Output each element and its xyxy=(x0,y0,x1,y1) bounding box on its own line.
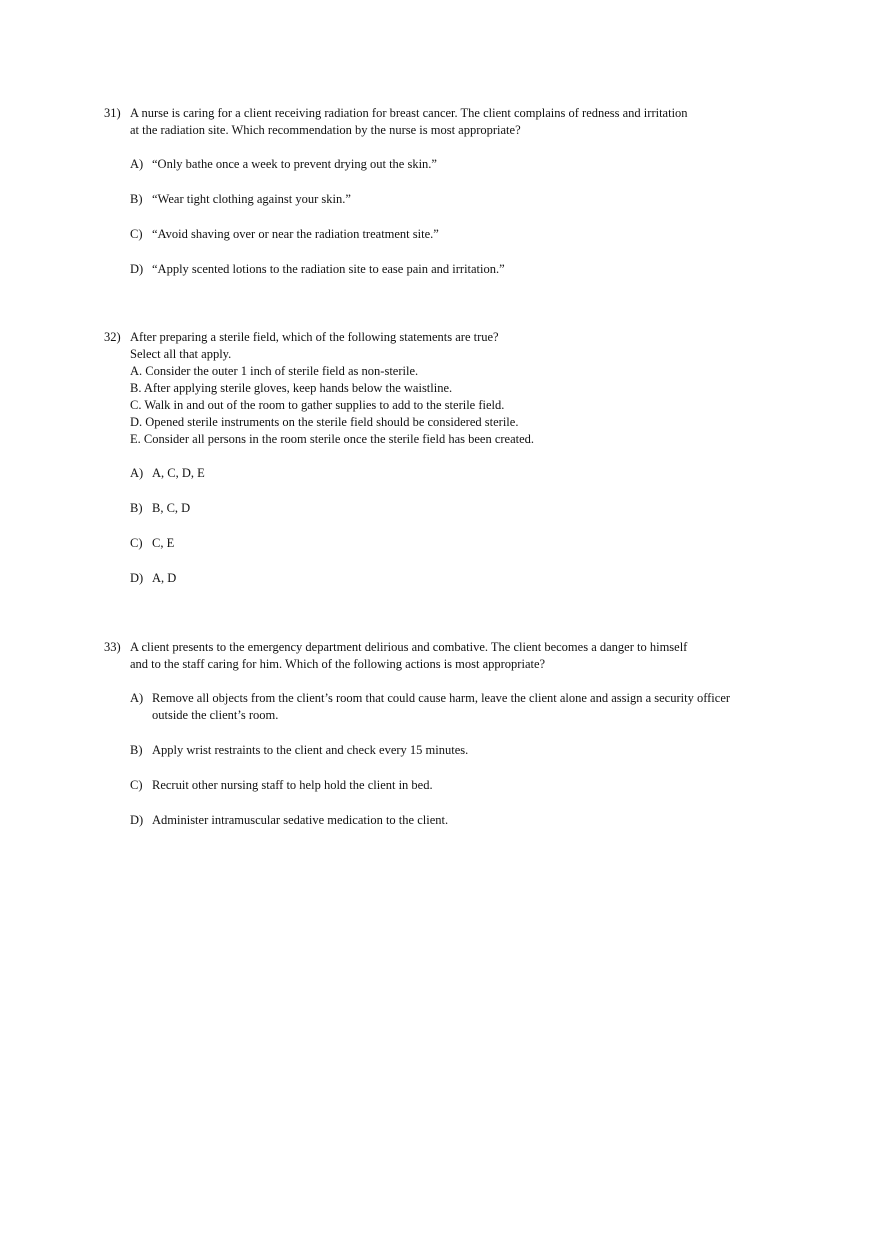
choice-text: Administer intramuscular sedative medication to the client. xyxy=(152,813,449,827)
answer-choice-a[interactable] xyxy=(104,690,744,724)
choice-letter: A) xyxy=(130,466,144,480)
statement-item: E. Consider all persons in the room sterile once the sterile field has been created. xyxy=(130,432,535,446)
answer-choices xyxy=(104,465,744,587)
stem-line: After preparing a sterile field, which of the following statements are true? xyxy=(130,330,499,344)
stem-line: Select all that apply. xyxy=(130,347,232,361)
statement-list xyxy=(130,363,744,448)
statement-item: B. After applying sterile gloves, keep hands below the waistline. xyxy=(130,381,453,395)
answer-choice-a[interactable] xyxy=(104,465,744,482)
choice-letter: C) xyxy=(130,536,143,550)
choice-text: “Avoid shaving over or near the radiation treatment site.” xyxy=(152,227,439,241)
answer-choice-c[interactable] xyxy=(104,777,744,794)
stem-line: A client presents to the emergency department delirious and combative. The client becomes a danger to himself xyxy=(130,640,688,654)
choice-letter: B) xyxy=(130,192,143,206)
choice-text: “Only bathe once a week to prevent drying out the skin.” xyxy=(152,157,437,171)
answer-choice-b[interactable] xyxy=(104,742,744,759)
choice-text: C, E xyxy=(152,536,175,550)
question-32 xyxy=(104,329,744,605)
answer-choice-b[interactable] xyxy=(104,191,744,208)
question-number: 31) xyxy=(104,106,121,120)
choice-text: B, C, D xyxy=(152,501,191,515)
answer-choice-c[interactable] xyxy=(104,226,744,243)
question-stem xyxy=(104,105,744,139)
answer-choices xyxy=(104,156,744,278)
answer-choice-a[interactable] xyxy=(104,156,744,173)
stem-line: A nurse is caring for a client receiving radiation for breast cancer. The client complains of redness and irritation xyxy=(130,106,688,120)
choice-letter: D) xyxy=(130,262,144,276)
question-33 xyxy=(104,639,744,847)
choice-letter: B) xyxy=(130,501,143,515)
choice-letter: D) xyxy=(130,813,144,827)
choice-letter: B) xyxy=(130,743,143,757)
stem-line: at the radiation site. Which recommendation by the nurse is most appropriate? xyxy=(130,123,521,137)
choice-letter: D) xyxy=(130,571,144,585)
choice-letter: C) xyxy=(130,227,143,241)
choice-text: A, D xyxy=(152,571,177,585)
choice-text: Remove all objects from the client’s room that could cause harm, leave the client alone and assign a security officer outside the client’s room. xyxy=(152,691,731,722)
answer-choice-b[interactable] xyxy=(104,500,744,517)
choice-text: A, C, D, E xyxy=(152,466,205,480)
question-number: 32) xyxy=(104,330,121,344)
answer-choice-d[interactable] xyxy=(104,812,744,829)
choice-letter: C) xyxy=(130,778,143,792)
question-stem xyxy=(104,329,744,448)
choice-text: Recruit other nursing staff to help hold the client in bed. xyxy=(152,778,433,792)
choice-text: “Apply scented lotions to the radiation site to ease pain and irritation.” xyxy=(152,262,505,276)
answer-choices xyxy=(104,690,744,829)
question-31 xyxy=(104,105,744,296)
question-number: 33) xyxy=(104,640,121,654)
choice-text: Apply wrist restraints to the client and check every 15 minutes. xyxy=(152,743,469,757)
answer-choice-d[interactable] xyxy=(104,261,744,278)
statement-item: C. Walk in and out of the room to gather supplies to add to the sterile field. xyxy=(130,398,505,412)
statement-item: D. Opened sterile instruments on the sterile field should be considered sterile. xyxy=(130,415,519,429)
choice-text: “Wear tight clothing against your skin.” xyxy=(152,192,351,206)
choice-letter: A) xyxy=(130,157,144,171)
choice-letter: A) xyxy=(130,691,144,705)
answer-choice-c[interactable] xyxy=(104,535,744,552)
stem-line: and to the staff caring for him. Which of the following actions is most appropriate? xyxy=(130,657,546,671)
question-stem xyxy=(104,639,744,673)
statement-item: A. Consider the outer 1 inch of sterile field as non-sterile. xyxy=(130,364,419,378)
answer-choice-d[interactable] xyxy=(104,570,744,587)
